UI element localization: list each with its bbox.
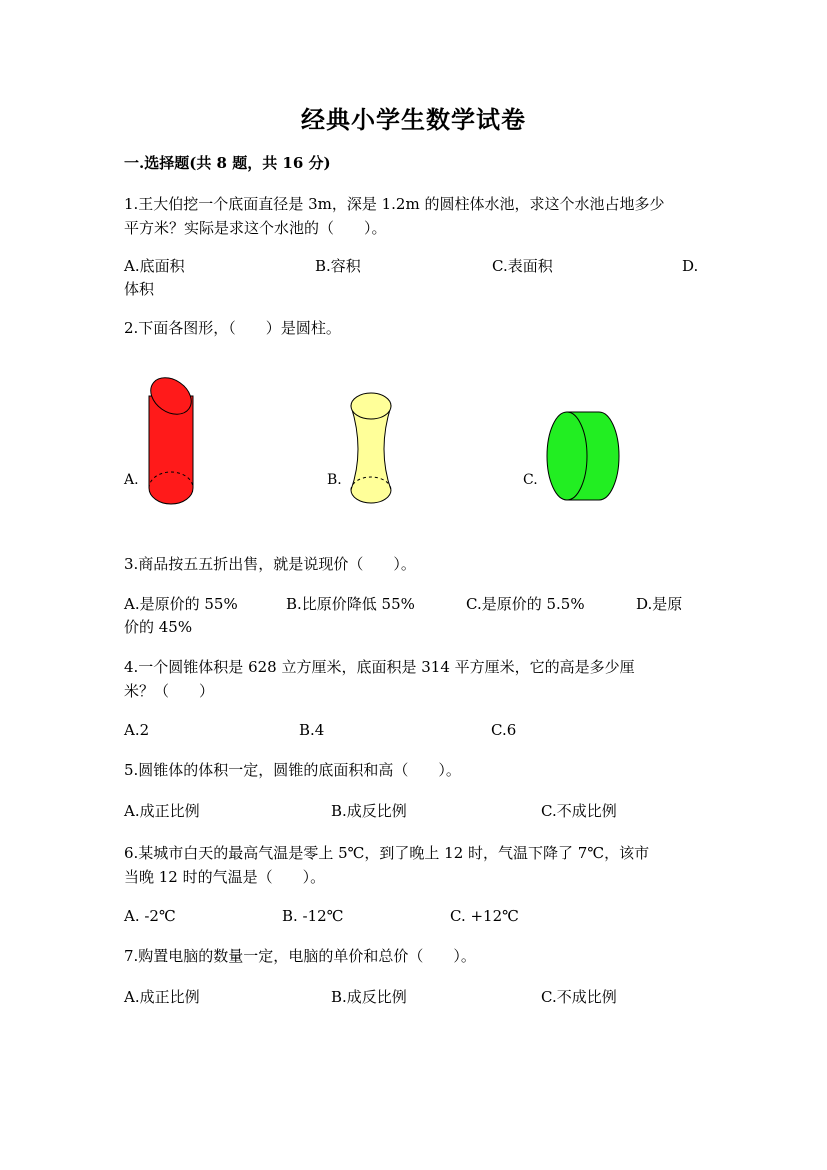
q3-option-b: B.比原价降低 55% [286, 595, 415, 613]
question-6 [124, 841, 699, 889]
question-4 [124, 655, 699, 703]
question-4-line-1: 4.一个圆锥体积是 628 立方厘米，底面积是 314 平方厘米，它的高是多少厘 [124, 658, 635, 676]
question-6-line-2: 当晚 12 时的气温是（ ）。 [124, 868, 326, 886]
question-6-line-1: 6.某城市白天的最高气温是零上 5℃，到了晚上 12 时，气温下降了 7℃，该市 [124, 844, 650, 862]
q1-option-c: C.表面积 [492, 257, 553, 275]
q1-option-a: A.底面积 [124, 257, 185, 275]
q4-option-c: C.6 [491, 721, 517, 739]
question-5: 5.圆锥体的体积一定，圆锥的底面积和高（ ）。 [124, 761, 461, 779]
q6-option-c: C. +12℃ [450, 907, 519, 925]
question-1-line-2: 平方米？实际是求这个水池的（ ）。 [124, 219, 387, 237]
q2-option-a-cylinder-figure [143, 376, 203, 506]
q5-option-b: B.成反比例 [331, 802, 407, 820]
q7-option-c: C.不成比例 [541, 988, 617, 1006]
q3-option-a: A.是原价的 55% [124, 595, 238, 613]
q6-option-a: A. -2℃ [124, 907, 176, 925]
question-3: 3.商品按五五折出售，就是说现价（ ）。 [124, 555, 416, 573]
q3-option-d: D.是原 [636, 595, 683, 613]
q2-option-b-label: B. [327, 472, 342, 488]
q2-option-c-label: C. [523, 472, 538, 488]
q7-option-b: B.成反比例 [331, 988, 407, 1006]
q5-option-c: C.不成比例 [541, 802, 617, 820]
q1-option-b: B.容积 [315, 257, 361, 275]
q2-option-c-disc-figure [543, 410, 623, 506]
q6-option-b: B. -12℃ [282, 907, 344, 925]
q1-option-d: D. [682, 257, 699, 275]
q1-option-d-wrap: 体积 [124, 280, 155, 298]
q4-option-b: B.4 [299, 721, 325, 739]
q2-option-b-hyperboloid-figure [347, 390, 397, 510]
q7-option-a: A.成正比例 [124, 988, 200, 1006]
page-title: 经典小学生数学试卷 [301, 105, 526, 134]
question-7: 7.购置电脑的数量一定，电脑的单价和总价（ ）。 [124, 947, 476, 965]
q3-option-c: C.是原价的 5.5% [466, 595, 585, 613]
q4-option-a: A.2 [124, 721, 150, 739]
question-1-line-1: 1.王大伯挖一个底面直径是 3m，深是 1.2m 的圆柱体水池，求这个水池占地多少 [124, 195, 665, 213]
q5-option-a: A.成正比例 [124, 802, 200, 820]
section-heading: 一.选择题(共 8 题，共 16 分) [124, 154, 331, 172]
question-2: 2.下面各图形，（ ）是圆柱。 [124, 319, 341, 337]
q3-option-d-wrap: 价的 45% [124, 618, 193, 636]
question-4-line-2: 米？（ ） [124, 682, 215, 700]
question-1 [124, 192, 699, 240]
q2-option-a-label: A. [124, 472, 139, 488]
